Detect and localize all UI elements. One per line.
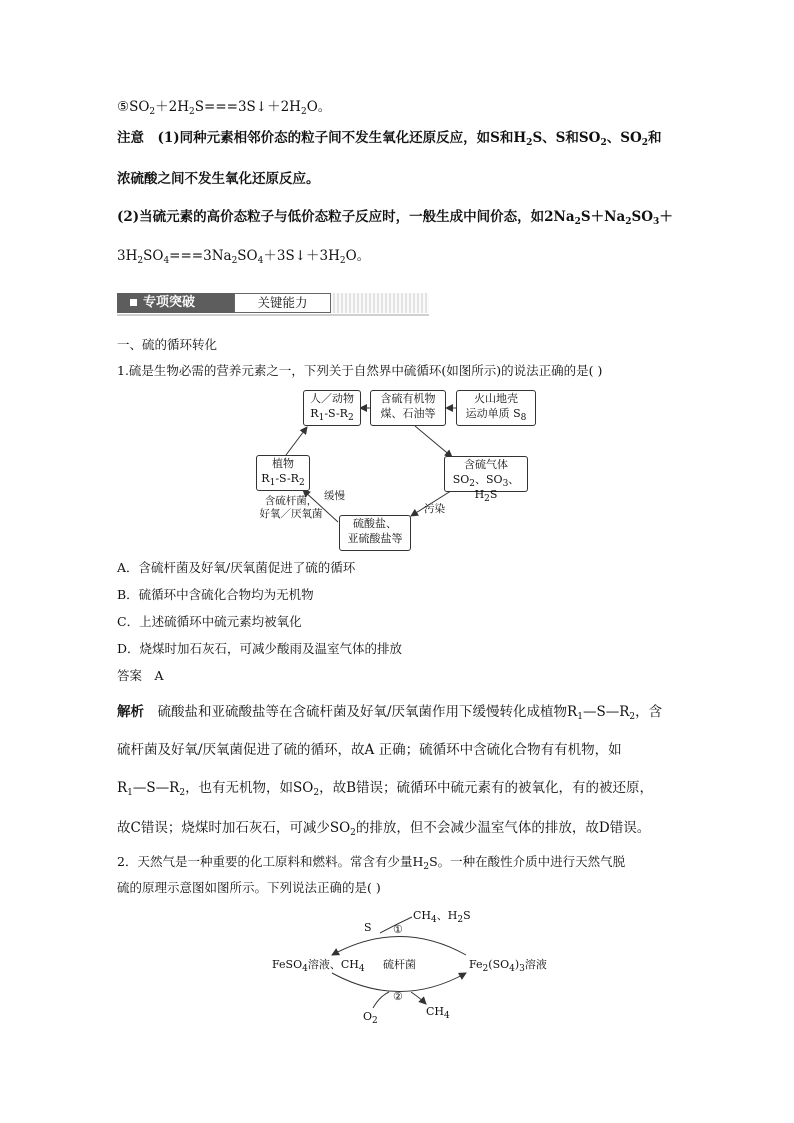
node-sulfur-gas: 含硫气体 $SO_2$、$SO_3$、$H_2S$ — [444, 456, 528, 492]
node-plant: 植物 $R_1-S-R_2$ — [256, 455, 310, 491]
analysis-label: 解析 — [117, 704, 144, 720]
option-c: C．上述硫循环中硫元素均被氧化 — [117, 614, 302, 629]
question-1: 1.硫是生物必需的营养元素之一，下列关于自然界中硫循环(如图所示)的说法正确的是( ) — [117, 363, 603, 378]
label-s-product: S — [364, 921, 372, 934]
option-b: B．硫循环中含硫化合物均为无机物 — [117, 587, 314, 602]
option-a: A．含硫杆菌及好氧/厌氧菌促进了硫的循环 — [117, 560, 356, 575]
note-line-3: (2)当硫元素的高价态粒子与低价态粒子反应时，一般生成中间价态，如$2Na_2S+Na_2SO_3+$ — [117, 209, 673, 227]
analysis-line-3: $R_1—S—R_2$，也有无机物，如$SO_2$，故B错误；硫循环中硫元素有的被氧化，有的被还原， — [117, 780, 654, 798]
question-2-line-1: 2．天然气是一种重要的化工原料和燃料。常含有少量$H_2S$。一种在酸性介质中进行天然气脱 — [117, 854, 626, 872]
note-label: 注意 — [117, 130, 144, 146]
answer-label: 答案 — [117, 668, 143, 683]
equation-line: $⑤SO_2+2H_2S===3S↓+2H_2O$。 — [117, 99, 332, 117]
question-2-line-2: 硫的原理示意图如图所示。下列说法正确的是( ) — [117, 880, 381, 895]
label-slow: 缓慢 — [324, 490, 345, 502]
analysis-line-2: 硫杆菌及好氧/厌氧菌促进了硫的循环，故A 正确；硫循环中含硫化合物有有机物，如 — [117, 742, 622, 758]
section-title: 一、硫的循环转化 — [117, 337, 218, 352]
label-step-1: ① — [393, 923, 403, 936]
note-line-4: $3H_2SO_4===3Na_2SO_4+3S↓+3H_2O$。 — [117, 248, 371, 266]
banner-light-tab: 关键能力 — [234, 293, 331, 313]
label-bacteria-center: 硫杆菌 — [383, 958, 416, 971]
node-volcano: 火山地壳 运动单质 $S_8$ — [456, 390, 536, 426]
option-d: D．烧煤时加石灰石，可减少酸雨及温室气体的排放 — [117, 641, 403, 656]
node-organic-sulfur: 含硫有机物 煤、石油等 — [370, 390, 446, 426]
label-input-gas: $CH_4$、$H_2S$ — [413, 909, 471, 925]
analysis-line-4: 故C错误；烧煤时加石灰石，可减少$SO_2$的排放，但不会减少温室气体的排放，故D错误。 — [117, 820, 651, 838]
node-human-animal: 人／动物 $R_1-S-R_2$ — [303, 390, 361, 426]
label-fe2so43: $Fe_2(SO_4)_3$溶液 — [469, 958, 547, 974]
label-bacteria: 含硫杆菌， 好氧／厌氧菌 — [259, 495, 323, 520]
analysis-line-1: 解析 硫酸盐和亚硫酸盐等在含硫杆菌及好氧/厌氧菌作用下缓慢转化成植物$R_1—S—R_2$，含 — [117, 704, 663, 722]
label-o2: $O_2$ — [363, 1010, 378, 1026]
answer-value: A — [154, 668, 164, 683]
note-line-1: 注意 (1)同种元素相邻价态的粒子间不发生氧化还原反应，如S和$H_2S$、S和$SO_2$、$SO_2$和 — [117, 130, 662, 148]
label-pollution: 污染 — [424, 503, 445, 515]
node-sulfate: 硫酸盐、 亚硫酸盐等 — [339, 515, 411, 551]
label-ch4-out: $CH_4$ — [426, 1005, 450, 1021]
label-feso4: FeSO$_4$溶液、$CH_4$ — [272, 958, 365, 974]
label-step-2: ② — [393, 990, 403, 1003]
banner-dark-tab: 专项突破 — [117, 293, 234, 313]
note-line-2: 浓硫酸之间不发生氧化还原反应。 — [117, 171, 320, 187]
